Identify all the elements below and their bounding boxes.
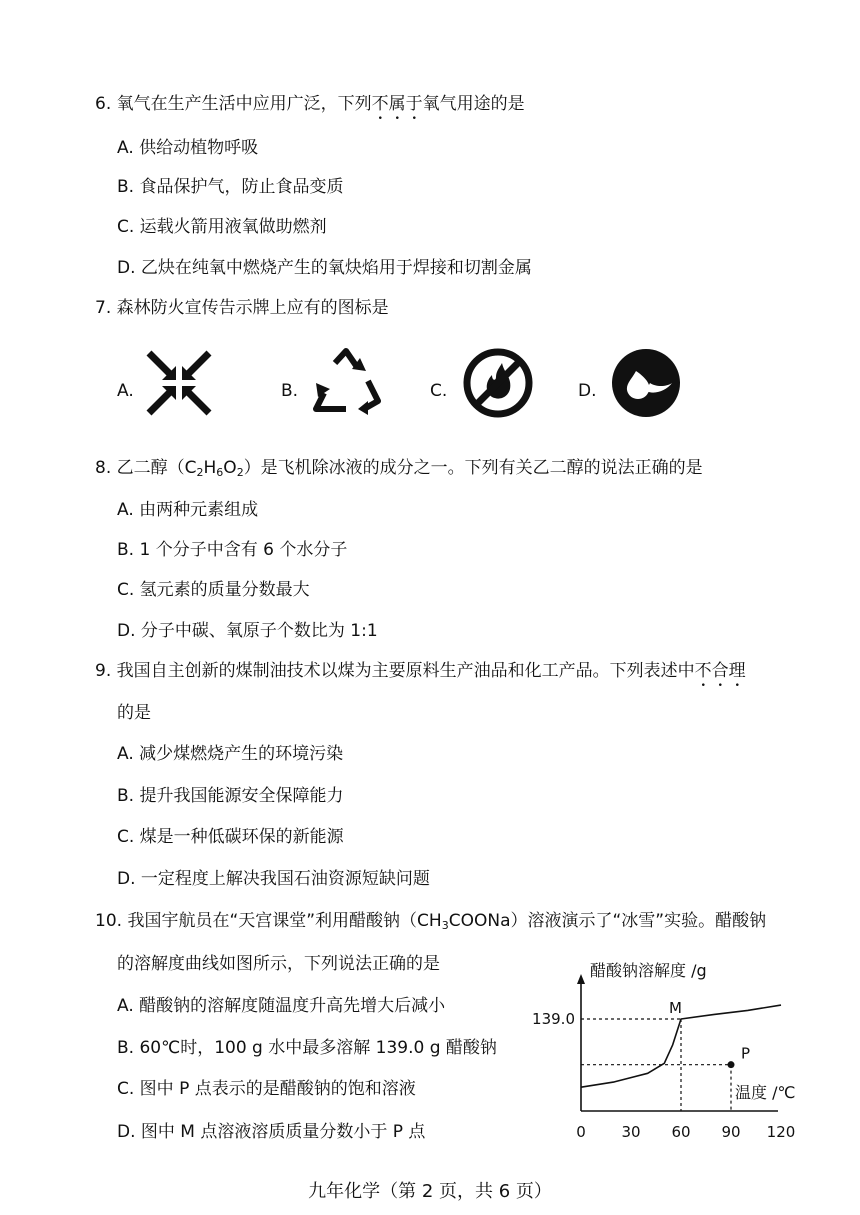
subscript: 2 <box>196 466 204 479</box>
x-tick-label: 60 <box>671 1123 691 1141</box>
question-9-stem <box>95 660 746 691</box>
stem-text: 6. 氧气在生产生活中应用广泛，下列 <box>95 94 372 114</box>
option-letter: A. <box>117 381 134 401</box>
question-9-option-a: A. 减少煤燃烧产生的环境污染 <box>117 744 344 764</box>
x-tick-label: 120 <box>766 1123 796 1141</box>
point-label: P <box>741 1044 751 1063</box>
question-9-stem-line2: 的是 <box>117 703 151 723</box>
y-tick-label: 139.0 <box>532 1010 575 1028</box>
question-9-option-c: C. 煤是一种低碳环保的新能源 <box>117 827 344 847</box>
question-6-option-d: D. 乙炔在纯氧中燃烧产生的氧炔焰用于焊接和切割金属 <box>117 258 532 278</box>
option-letter: D. <box>578 381 597 401</box>
y-axis-label: 醋酸钠溶解度 /g <box>590 961 707 980</box>
question-6-option-b: B. 食品保护气，防止食品变质 <box>117 177 344 197</box>
stem-text: ）是飞机除冰液的成分之一。下列有关乙二醇的说法正确的是 <box>243 458 703 478</box>
question-10-option-c: C. 图中 P 点表示的是醋酸钠的饱和溶液 <box>117 1079 416 1099</box>
x-axis-label: 温度 /℃ <box>735 1083 796 1102</box>
y-axis-arrow <box>577 974 585 984</box>
point-marker <box>728 1061 735 1068</box>
stem-text: 9. 我国自主创新的煤制油技术以煤为主要原料生产油品和化工产品。下列表述中 <box>95 661 695 681</box>
inward-arrows-icon <box>145 349 213 417</box>
question-8-option-d: D. 分子中碳、氧原子个数比为 1:1 <box>117 621 378 641</box>
no-fire-icon <box>462 347 534 419</box>
x-tick-label: 90 <box>721 1123 741 1141</box>
recycle-icon <box>308 347 384 415</box>
stem-text: 8. 乙二醇（C <box>95 458 197 478</box>
subscript: 3 <box>441 919 449 932</box>
stem-text: 氧气用途的是 <box>422 94 525 114</box>
question-10-stem <box>95 910 766 932</box>
subscript: 2 <box>236 466 244 479</box>
question-8-option-c: C. 氢元素的质量分数最大 <box>117 580 310 600</box>
page-footer: 九年化学（第 2 页，共 6 页） <box>308 1181 552 1202</box>
solubility-chart <box>520 955 830 1145</box>
stem-text: 10. 我国宇航员在“天宫课堂”利用醋酸钠（CH <box>95 911 442 931</box>
chart-guides <box>581 1019 731 1111</box>
emphasized-text: 不属于 <box>371 94 423 114</box>
formula-part: O <box>223 458 237 478</box>
question-10-stem-line2: 的溶解度曲线如图所示，下列说法正确的是 <box>117 954 440 974</box>
question-6-option-a: A. 供给动植物呼吸 <box>117 138 259 158</box>
chart-points <box>728 1061 735 1068</box>
option-letter: C. <box>430 381 448 401</box>
question-9-option-d: D. 一定程度上解决我国石油资源短缺问题 <box>117 869 430 889</box>
option-letter: B. <box>281 381 299 401</box>
point-label: M <box>669 999 682 1017</box>
formula-part: H <box>203 458 217 478</box>
question-7-stem: 7. 森林防火宣传告示牌上应有的图标是 <box>95 298 389 318</box>
x-tick-label: 30 <box>621 1123 641 1141</box>
question-6-stem <box>95 93 525 124</box>
question-10-option-d: D. 图中 M 点溶液溶质质量分数小于 P 点 <box>117 1122 426 1142</box>
chart-labels <box>532 961 795 1141</box>
question-10-option-a: A. 醋酸钠的溶解度随温度升高先增大后减小 <box>117 996 446 1016</box>
x-tick-label: 0 <box>576 1123 586 1141</box>
question-8-stem <box>95 457 703 479</box>
question-8-option-b: B. 1 个分子中含有 6 个水分子 <box>117 540 348 560</box>
emphasized-text: 不合理 <box>694 661 746 681</box>
question-10-option-b: B. 60℃时，100 g 水中最多溶解 139.0 g 醋酸钠 <box>117 1038 497 1058</box>
water-drop-icon <box>610 347 682 419</box>
subscript: 6 <box>216 466 224 479</box>
question-6-option-c: C. 运载火箭用液氧做助燃剂 <box>117 217 327 237</box>
question-9-option-b: B. 提升我国能源安全保障能力 <box>117 786 344 806</box>
question-8-option-a: A. 由两种元素组成 <box>117 500 259 520</box>
stem-text: COONa）溶液演示了“冰雪”实验。醋酸钠 <box>448 911 767 931</box>
